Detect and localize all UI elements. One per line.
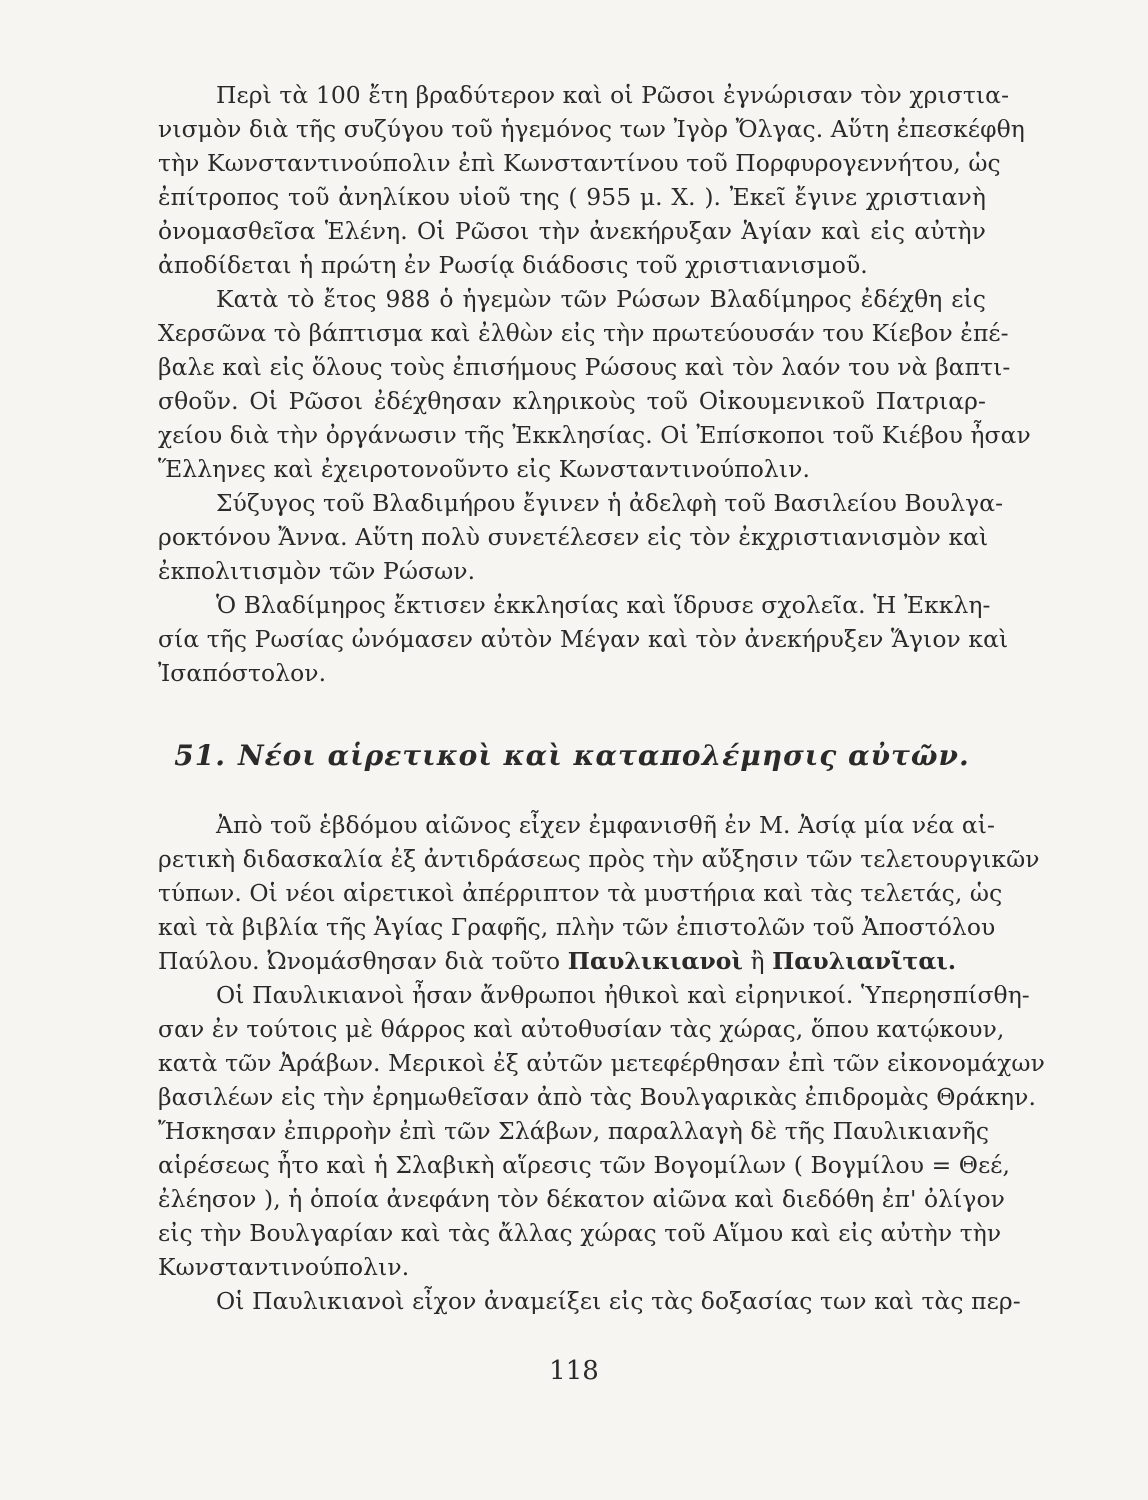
page-number: 118 <box>549 1356 599 1386</box>
paragraph <box>158 588 1009 690</box>
text-line: τὴν Κωνσταντινούπολιν ἐπὶ Κωνσταντίνου τοῦ Πορφυρογεννήτου, ὡς <box>158 149 1001 177</box>
bold-term: Παυλικιανοὶ <box>567 947 743 975</box>
text-line: σαν ἐν τούτοις μὲ θάρρος καὶ αὐτοθυσίαν τὰς χώρας, ὅπου κατῴκουν, <box>158 1015 1005 1043</box>
text-line: ὀνομασθεῖσα Ἑλένη. Οἱ Ρῶσοι τὴν ἀνεκήρυξαν Ἁγίαν καὶ εἰς αὐτὴν <box>158 217 986 245</box>
text-run: Παύλου. Ὠνομάσθησαν διὰ τοῦτο <box>158 947 568 975</box>
bold-term: Παυλιανῖται. <box>772 947 957 975</box>
text-line: ἐλέησον ), ἡ ὁποία ἀνεφάνη τὸν δέκατον αἰῶνα καὶ διεδόθη ἐπ' ὀλίγον <box>158 1185 1005 1213</box>
text-line: Οἱ Παυλικιανοὶ εἶχον ἀναμείξει εἰς τὰς δοξασίας των καὶ τὰς περ- <box>216 1287 1021 1315</box>
text-line: αἱρέσεως ἦτο καὶ ἡ Σλαβικὴ αἵρεσις τῶν Βογομίλων ( Βογμίλου = Θεέ, <box>158 1151 1011 1179</box>
text-line: Ἀπὸ τοῦ ἑβδόμου αἰῶνος εἶχεν ἐμφανισθῆ ἐν Μ. Ἀσίᾳ μία νέα αἱ- <box>216 811 995 839</box>
text-line: βαλε καὶ εἰς ὅλους τοὺς ἐπισήμους Ρώσους καὶ τὸν λαόν του νὰ βαπτι- <box>158 353 1011 381</box>
paragraph <box>158 486 1004 588</box>
paragraph <box>158 78 1025 282</box>
paragraph <box>158 1284 1021 1318</box>
text-line: βασιλέων εἰς τὴν ἐρημωθεῖσαν ἀπὸ τὰς Βουλγαρικὰς ἐπιδρομὰς Θράκην. <box>158 1083 1037 1111</box>
section-heading <box>158 738 986 774</box>
text-line: ἐκπολιτισμὸν τῶν Ρώσων. <box>158 557 476 585</box>
section-number: 51. <box>174 739 226 772</box>
text-line: Περὶ τὰ 100 ἔτη βραδύτερον καὶ οἱ Ρῶσοι ἐγνώρισαν τὸν χριστια- <box>216 81 1010 109</box>
text-line: ρετικὴ διδασκαλία ἐξ ἀντιδράσεως πρὸς τὴν αὔξησιν τῶν τελετουργικῶν <box>158 845 1040 873</box>
text-line: Ὁ Βλαδίμηρος ἔκτισεν ἐκκλησίας καὶ ἵδρυσε σχολεῖα. Ἡ Ἐκκλη- <box>216 591 991 619</box>
text-line: Χερσῶνα τὸ βάπτισμα καὶ ἐλθὼν εἰς τὴν πρωτεύουσάν του Κίεβον ἐπέ- <box>158 319 1009 347</box>
text-line: Οἱ Παυλικιανοὶ ἦσαν ἄνθρωποι ἠθικοὶ καὶ εἰρηνικοί. Ὑπερησπίσθη- <box>216 981 1030 1009</box>
text-line: εἰς τὴν Βουλγαρίαν καὶ τὰς ἄλλας χώρας τοῦ Αἵμου καὶ εἰς αὐτὴν τὴν <box>158 1219 1002 1247</box>
paragraph <box>158 808 1040 978</box>
text-line: κατὰ τῶν Ἀράβων. Μερικοὶ ἐξ αὐτῶν μετεφέρθησαν ἐπὶ τῶν εἰκονομάχων <box>158 1049 1045 1077</box>
text-line: Ἰσαπόστολον. <box>158 659 327 687</box>
text-line <box>158 944 986 978</box>
text-line: Κωνσταντινούπολιν. <box>158 1253 410 1281</box>
text-line: σθοῦν. Οἱ Ρῶσοι ἐδέχθησαν κληρικοὺς τοῦ Οἰκουμενικοῦ Πατριαρ- <box>158 387 986 415</box>
text-line: ἀποδίδεται ἡ πρώτη ἐν Ρωσίᾳ διάδοσις τοῦ χριστιανισμοῦ. <box>158 251 868 279</box>
text-line: νισμὸν διὰ τῆς συζύγου τοῦ ἡγεμόνος των Ἰγὸρ Ὄλγας. Αὕτη ἐπεσκέφθη <box>158 115 1025 143</box>
text-run: ἢ <box>742 947 773 975</box>
text-line: χείου διὰ τὴν ὀργάνωσιν τῆς Ἐκκλησίας. Οἱ Ἐπίσκοποι τοῦ Κιέβου ἦσαν <box>158 421 1031 449</box>
text-line: Ἤσκησαν ἐπιρροὴν ἐπὶ τῶν Σλάβων, παραλλαγὴ δὲ τῆς Παυλικιανῆς <box>158 1117 990 1145</box>
text-line: ροκτόνου Ἄννα. Αὕτη πολὺ συνετέλεσεν εἰς τὸν ἐκχριστιανισμὸν καὶ <box>158 523 989 551</box>
paragraph <box>158 978 1045 1284</box>
page-text-block <box>158 78 1045 1318</box>
text-line: Ἕλληνες καὶ ἐχειροτονοῦντο εἰς Κωνσταντινούπολιν. <box>158 455 810 483</box>
text-line: Σύζυγος τοῦ Βλαδιμήρου ἔγινεν ἡ ἀδελφὴ τοῦ Βασιλείου Βουλγα- <box>216 489 1004 517</box>
text-line: σία τῆς Ρωσίας ὠνόμασεν αὐτὸν Μέγαν καὶ τὸν ἀνεκήρυξεν Ἅγιον καὶ <box>158 625 1009 653</box>
text-line: ἐπίτροπος τοῦ ἀνηλίκου υἱοῦ της ( 955 μ. Χ. ). Ἐκεῖ ἔγινε χριστιανὴ <box>158 183 986 211</box>
paragraph <box>158 282 1031 486</box>
text-line: Κατὰ τὸ ἔτος 988 ὁ ἡγεμὼν τῶν Ρώσων Βλαδίμηρος ἐδέχθη εἰς <box>216 285 986 313</box>
section-title: Νέοι αἱρετικοὶ καὶ καταπολέμησις αὐτῶν. <box>237 739 970 772</box>
text-line: καὶ τὰ βιβλία τῆς Ἁγίας Γραφῆς, πλὴν τῶν ἐπιστολῶν τοῦ Ἀποστόλου <box>158 913 996 941</box>
text-line: τύπων. Οἱ νέοι αἱρετικοὶ ἀπέρριπτον τὰ μυστήρια καὶ τὰς τελετάς, ὡς <box>158 879 1003 907</box>
